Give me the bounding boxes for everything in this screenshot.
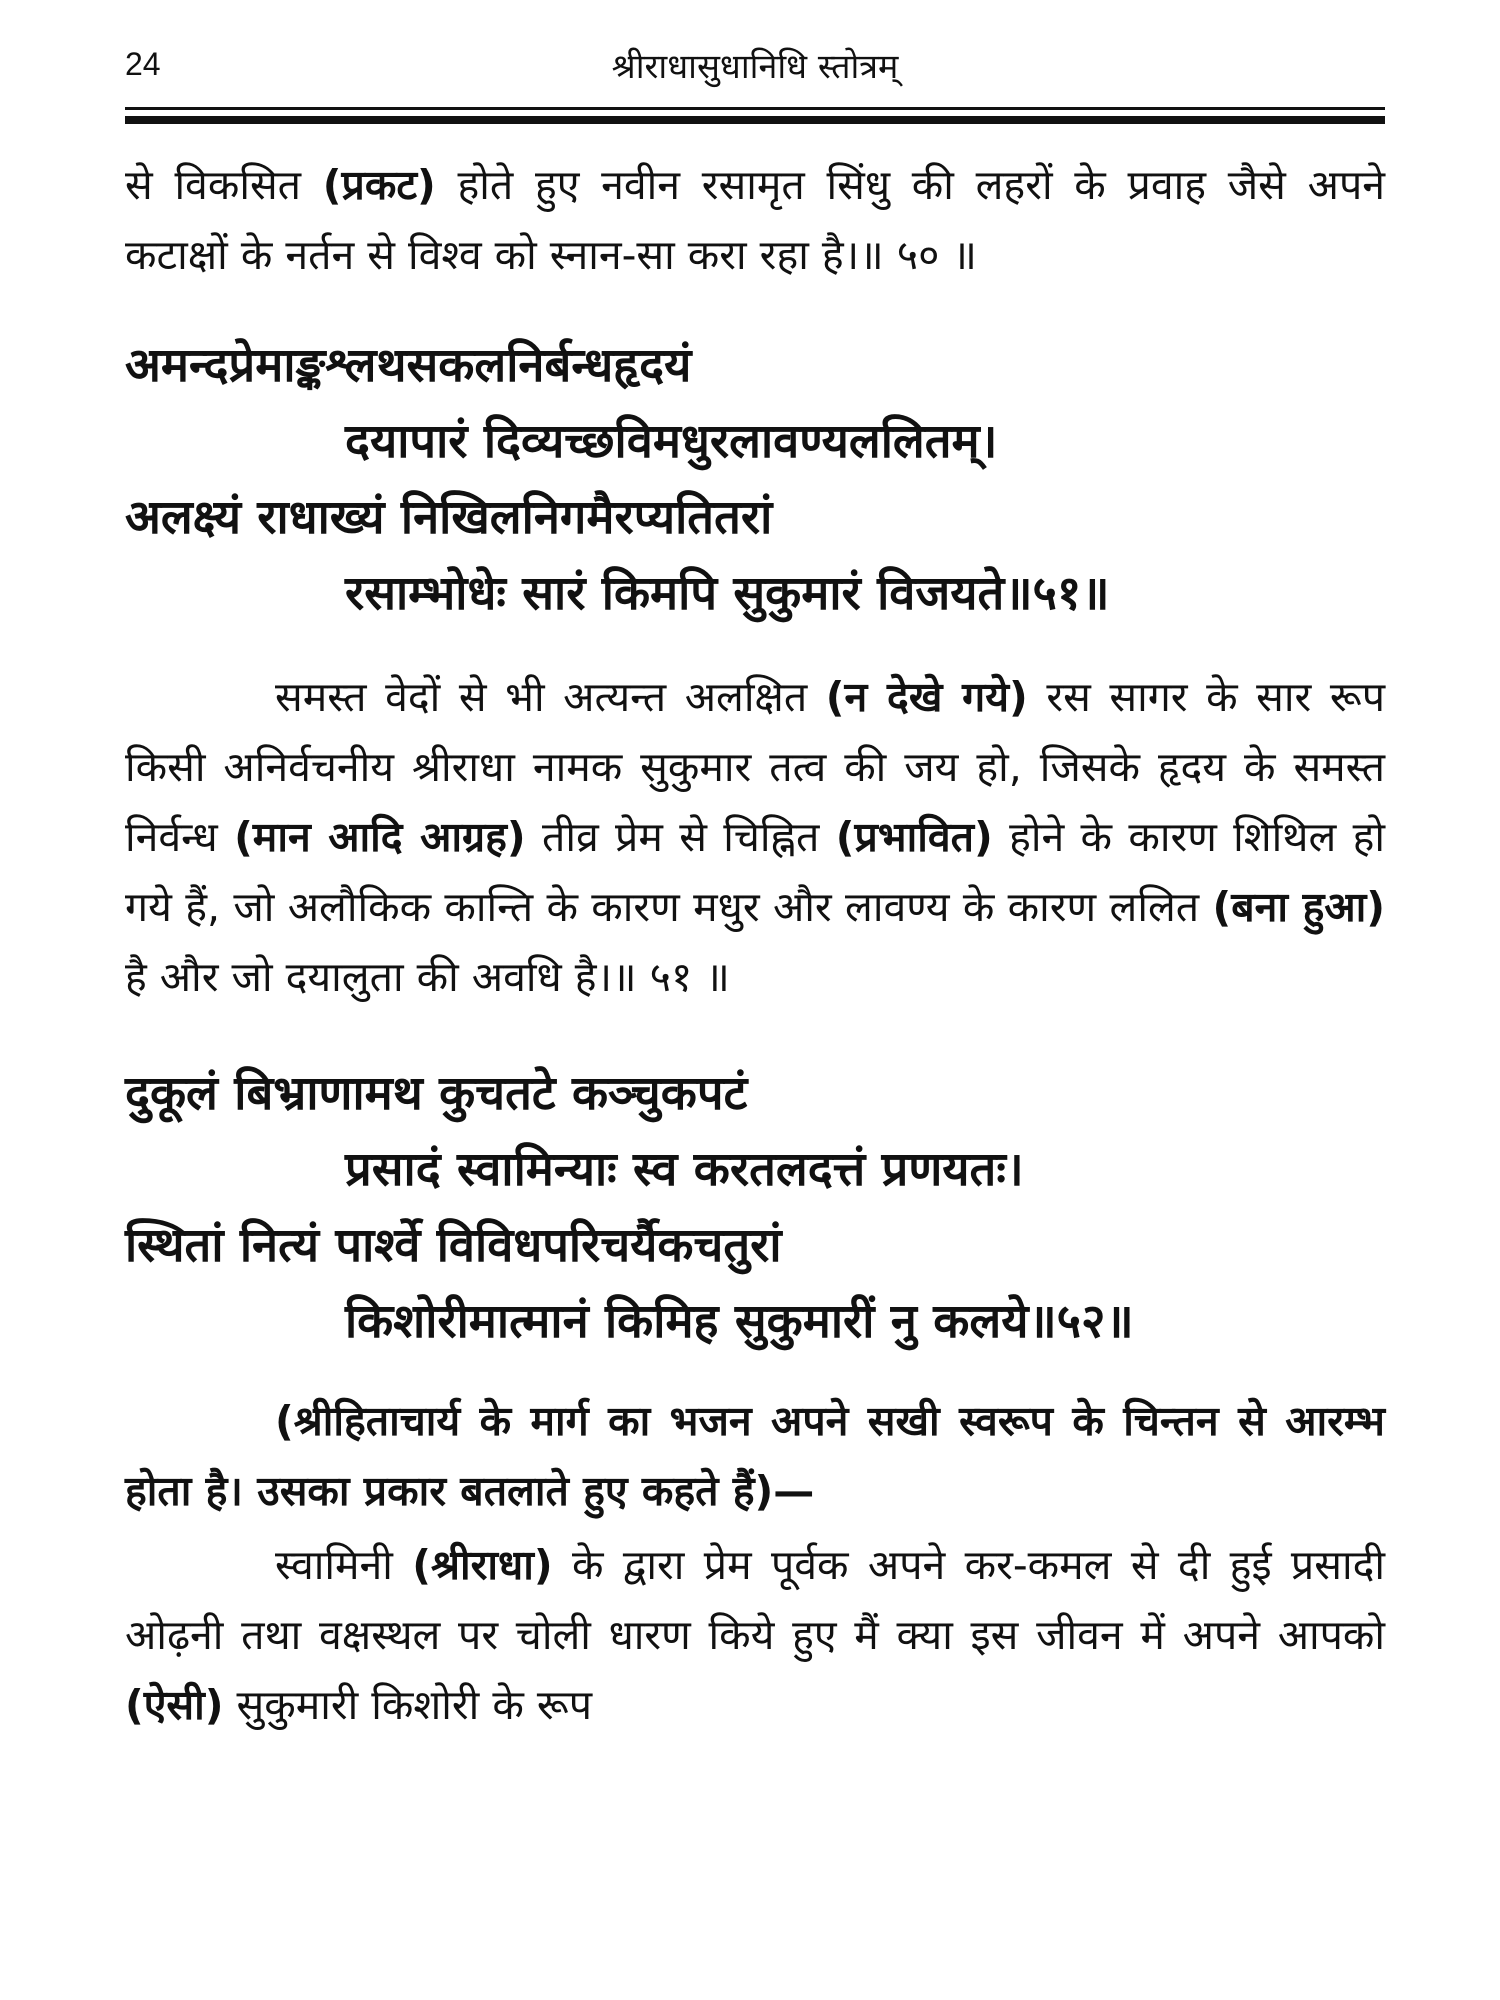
text-run: स्वामिनी [275, 1541, 413, 1589]
intro-52: (श्रीहिताचार्य के मार्ग का भजन अपने सखी स्वरूप के चिन्तन से आरम्भ होता है। उसका प्रकार बतलाते हुए कहते हैं)— [125, 1397, 1385, 1515]
bold-gloss: (ऐसी) [125, 1681, 224, 1729]
commentary-50-end [125, 150, 1385, 290]
text-run: तीव्र प्रेम से चिह्नित [525, 813, 836, 861]
verse-line: किशोरीमात्मानं किमिह सुकुमारीं नु कलये॥५२॥ [345, 1294, 1134, 1349]
text-run: होते हुए नवीन रसामृत सिंधु की लहरों के प्रवाह जैसे अपने कटाक्षों के नर्तन से विश्व को स्नान-सा करा रहा है।॥ ५० ॥ [125, 161, 1385, 279]
bold-gloss: (प्रभावित) [835, 813, 993, 861]
page-number: 24 [125, 46, 161, 82]
bold-gloss: (प्रकट) [322, 161, 436, 209]
text-run: होने के कारण शिथिल हो गये हैं, जो अलौकिक कान्ति के कारण मधुर और लावण्य के कारण ललित [125, 813, 1385, 931]
bold-gloss: (मान आदि आग्रह) [234, 813, 526, 861]
text-run: से विकसित [125, 161, 323, 209]
bold-gloss: (श्रीराधा) [412, 1541, 553, 1589]
text-run: रस सागर के सार रूप किसी अनिर्वचनीय श्रीराधा नामक सुकुमार तत्व की जय हो, जिसके हृदय के समस्त निर्वन्ध [125, 673, 1385, 861]
page-header [125, 36, 1385, 96]
commentary-52 [125, 1530, 1385, 1740]
commentary-51 [125, 662, 1385, 1012]
text-run: के द्वारा प्रेम पूर्वक अपने कर-कमल से दी हुई प्रसादी ओढ़नी तथा वक्षस्थल पर चोली धारण किये हुए मैं क्या इस जीवन में अपने आपको [125, 1541, 1385, 1659]
verse-line: अमन्दप्रेमाङ्कश्लथसकलनिर्बन्धहृदयं [125, 338, 692, 393]
text-run: है और जो दयालुता की अवधि है।॥ ५१ ॥ [125, 953, 730, 1001]
bold-gloss: (न देखे गये) [825, 673, 1028, 721]
text-run: समस्त वेदों से भी अत्यन्त अलक्षित [275, 673, 826, 721]
text-run: सुकुमारी किशोरी के रूप [223, 1681, 592, 1729]
running-title: श्रीराधासुधानिधि स्तोत्रम् [611, 47, 899, 87]
verse-51 [125, 328, 1385, 632]
verse-line: अलक्ष्यं राधाख्यं निखिलनिगमैरप्यतितरां [125, 490, 773, 545]
verse-line: प्रसादं स्वामिन्याः स्व करतलदत्तं प्रणयतः। [345, 1142, 1024, 1197]
header-rule-thin [125, 107, 1385, 110]
header-rule-thick [125, 116, 1385, 124]
verse-line: दयापारं दिव्यच्छविमधुरलावण्यललितम्। [345, 414, 998, 469]
verse-52 [125, 1056, 1385, 1360]
verse-line: स्थितां नित्यं पार्श्वे विविधपरिचर्यैकचतुरां [125, 1218, 782, 1273]
page-content [125, 150, 1385, 1740]
bold-gloss: (बना हुआ) [1212, 883, 1385, 931]
verse-line: दुकूलं बिभ्राणामथ कुचतटे कञ्चुकपटं [125, 1066, 748, 1121]
verse-line: रसाम्भोधेः सारं किमपि सुकुमारं विजयते॥५१॥ [345, 566, 1110, 621]
